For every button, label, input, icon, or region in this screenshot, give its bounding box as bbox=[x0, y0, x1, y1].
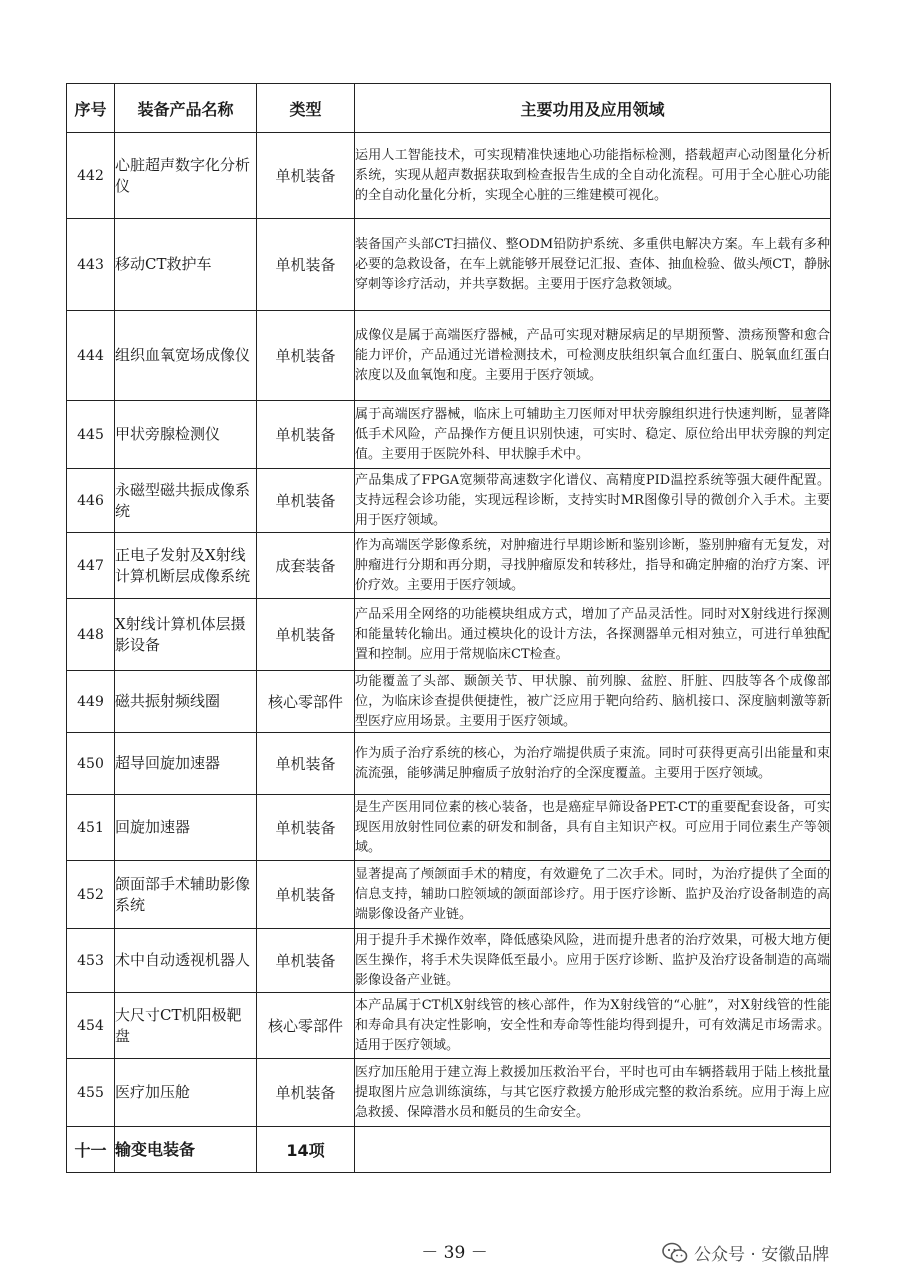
section-count: 14项 bbox=[257, 1127, 355, 1173]
row-type: 成套装备 bbox=[257, 533, 355, 599]
row-desc: 成像仪是属于高端医疗器械，产品可实现对糖尿病足的早期预警、溃疡预警和愈合能力评价，产品通过光谱检测技术，可检测皮肤组织氧合血红蛋白、脱氧血红蛋白浓度以及血氧饱和度。主要用于医疗领域。 bbox=[355, 311, 831, 401]
row-type: 单机装备 bbox=[257, 733, 355, 795]
row-name: 大尺寸CT机阳极靶盘 bbox=[115, 993, 257, 1059]
row-name: 甲状旁腺检测仪 bbox=[115, 401, 257, 469]
wechat-icon bbox=[662, 1242, 688, 1264]
table-header-row bbox=[67, 84, 831, 133]
row-name: 超导回旋加速器 bbox=[115, 733, 257, 795]
table-row bbox=[67, 599, 831, 671]
table-row bbox=[67, 929, 831, 993]
section-row bbox=[67, 1127, 831, 1173]
row-desc: 是生产医用同位素的核心装备，也是癌症早筛设备PET-CT的重要配套设备，可实现医用放射性同位素的研发和制备，具有自主知识产权。可应用于同位素生产等领域。 bbox=[355, 795, 831, 861]
row-desc: 装备国产头部CT扫描仪、整ODM铅防护系统、多重供电解决方案。车上载有多种必要的急救设备，在车上就能够开展登记汇报、查体、抽血检验、做头颅CT，静脉穿刺等诊疗活动，并共享数据。主要用于医疗急救领域。 bbox=[355, 219, 831, 311]
row-type: 单机装备 bbox=[257, 795, 355, 861]
row-type: 单机装备 bbox=[257, 599, 355, 671]
row-no: 447 bbox=[67, 533, 115, 599]
row-no: 442 bbox=[67, 133, 115, 219]
section-no: 十一 bbox=[67, 1127, 115, 1173]
row-desc: 产品采用全网络的功能模块组成方式，增加了产品灵活性。同时对X射线进行探测和能量转化输出。通过模块化的设计方法，各探测器单元相对独立，可进行单独配置和控制。应用于常规临床CT检查。 bbox=[355, 599, 831, 671]
table-row bbox=[67, 219, 831, 311]
table-row bbox=[67, 795, 831, 861]
row-desc: 运用人工智能技术，可实现精准快速地心功能指标检测，搭载超声心动图量化分析系统，实现从超声数据获取到检查报告生成的全自动化流程。可用于全心脏心功能的全自动化量化分析，实现全心脏的三维建模可视化。 bbox=[355, 133, 831, 219]
row-type: 单机装备 bbox=[257, 219, 355, 311]
row-name: 术中自动透视机器人 bbox=[115, 929, 257, 993]
row-name: 永磁型磁共振成像系统 bbox=[115, 469, 257, 533]
row-desc: 属于高端医疗器械，临床上可辅助主刀医师对甲状旁腺组织进行快速判断，显著降低手术风险，产品操作方便且识别快速，可实时、稳定、原位给出甲状旁腺的判定值。主要用于医院外科、甲状腺手术中。 bbox=[355, 401, 831, 469]
row-type: 核心零部件 bbox=[257, 671, 355, 733]
header-type: 类型 bbox=[257, 84, 355, 133]
row-name: 回旋加速器 bbox=[115, 795, 257, 861]
row-no: 453 bbox=[67, 929, 115, 993]
equipment-table bbox=[66, 83, 831, 1173]
row-desc: 作为质子治疗系统的核心，为治疗端提供质子束流。同时可获得更高引出能量和束流流强，能够满足肿瘤质子放射治疗的全深度覆盖。主要用于医疗领域。 bbox=[355, 733, 831, 795]
section-name: 输变电装备 bbox=[115, 1127, 257, 1173]
row-type: 单机装备 bbox=[257, 469, 355, 533]
row-no: 451 bbox=[67, 795, 115, 861]
table-row bbox=[67, 861, 831, 929]
row-name: 心脏超声数字化分析仪 bbox=[115, 133, 257, 219]
row-no: 448 bbox=[67, 599, 115, 671]
table-row bbox=[67, 671, 831, 733]
row-name: 磁共振射频线圈 bbox=[115, 671, 257, 733]
row-name: 医疗加压舱 bbox=[115, 1059, 257, 1127]
table-row bbox=[67, 311, 831, 401]
row-desc: 功能覆盖了头部、颞颌关节、甲状腺、前列腺、盆腔、肝脏、四肢等各个成像部位，为临床诊查提供便捷性，被广泛应用于靶向给药、脑机接口、深度脑刺激等新型医疗应用场景。主要用于医疗领域。 bbox=[355, 671, 831, 733]
table-row bbox=[67, 533, 831, 599]
row-type: 单机装备 bbox=[257, 861, 355, 929]
row-no: 444 bbox=[67, 311, 115, 401]
row-type: 单机装备 bbox=[257, 311, 355, 401]
row-desc: 产品集成了FPGA宽频带高速数字化谱仪、高精度PID温控系统等强大硬件配置。支持远程会诊功能，实现远程诊断，支持实时MR图像引导的微创介入手术。主要用于医疗领域。 bbox=[355, 469, 831, 533]
header-no: 序号 bbox=[67, 84, 115, 133]
section-desc bbox=[355, 1127, 831, 1173]
row-name: X射线计算机体层摄影设备 bbox=[115, 599, 257, 671]
table-row bbox=[67, 401, 831, 469]
row-no: 455 bbox=[67, 1059, 115, 1127]
watermark-text: 公众号 · 安徽品牌 bbox=[694, 1245, 830, 1265]
row-no: 445 bbox=[67, 401, 115, 469]
header-desc: 主要功用及应用领域 bbox=[355, 84, 831, 133]
row-name: 正电子发射及X射线计算机断层成像系统 bbox=[115, 533, 257, 599]
row-desc: 用于提升手术操作效率，降低感染风险，进而提升患者的治疗效果，可极大地方便医生操作，将手术失误降低至最小。应用于医疗诊断、监护及治疗设备制造的高端影像设备产业链。 bbox=[355, 929, 831, 993]
row-desc: 医疗加压舱用于建立海上救援加压救治平台，平时也可由车辆搭载用于陆上核批量提取图片应急训练演练，与其它医疗救援方舱形成完整的救治系统。应用于海上应急救援、保障潜水员和艇员的生命安全。 bbox=[355, 1059, 831, 1127]
row-name: 组织血氧宽场成像仪 bbox=[115, 311, 257, 401]
row-type: 单机装备 bbox=[257, 929, 355, 993]
watermark bbox=[662, 1240, 829, 1265]
row-type: 单机装备 bbox=[257, 133, 355, 219]
page-number: － 39 － bbox=[421, 1243, 488, 1263]
row-desc: 本产品属于CT机X射线管的核心部件，作为X射线管的“心脏”，对X射线管的性能和寿命具有决定性影响，安全性和寿命等性能均得到提升，可有效满足市场需求。适用于医疗领域。 bbox=[355, 993, 831, 1059]
row-no: 446 bbox=[67, 469, 115, 533]
row-type: 核心零部件 bbox=[257, 993, 355, 1059]
table-row bbox=[67, 133, 831, 219]
header-name: 装备产品名称 bbox=[115, 84, 257, 133]
row-name: 颌面部手术辅助影像系统 bbox=[115, 861, 257, 929]
row-name: 移动CT救护车 bbox=[115, 219, 257, 311]
row-type: 单机装备 bbox=[257, 1059, 355, 1127]
table-row bbox=[67, 1059, 831, 1127]
row-no: 450 bbox=[67, 733, 115, 795]
row-no: 454 bbox=[67, 993, 115, 1059]
table-row bbox=[67, 993, 831, 1059]
row-no: 443 bbox=[67, 219, 115, 311]
row-type: 单机装备 bbox=[257, 401, 355, 469]
table-row bbox=[67, 469, 831, 533]
row-desc: 显著提高了颅颌面手术的精度，有效避免了二次手术。同时，为治疗提供了全面的信息支持，辅助口腔领域的颌面部诊疗。用于医疗诊断、监护及治疗设备制造的高端影像设备产业链。 bbox=[355, 861, 831, 929]
row-desc: 作为高端医学影像系统，对肿瘤进行早期诊断和鉴别诊断，鉴别肿瘤有无复发，对肿瘤进行分期和再分期，寻找肿瘤原发和转移灶，指导和确定肿瘤的治疗方案、评价疗效。主要用于医疗领域。 bbox=[355, 533, 831, 599]
table-row bbox=[67, 733, 831, 795]
row-no: 449 bbox=[67, 671, 115, 733]
row-no: 452 bbox=[67, 861, 115, 929]
